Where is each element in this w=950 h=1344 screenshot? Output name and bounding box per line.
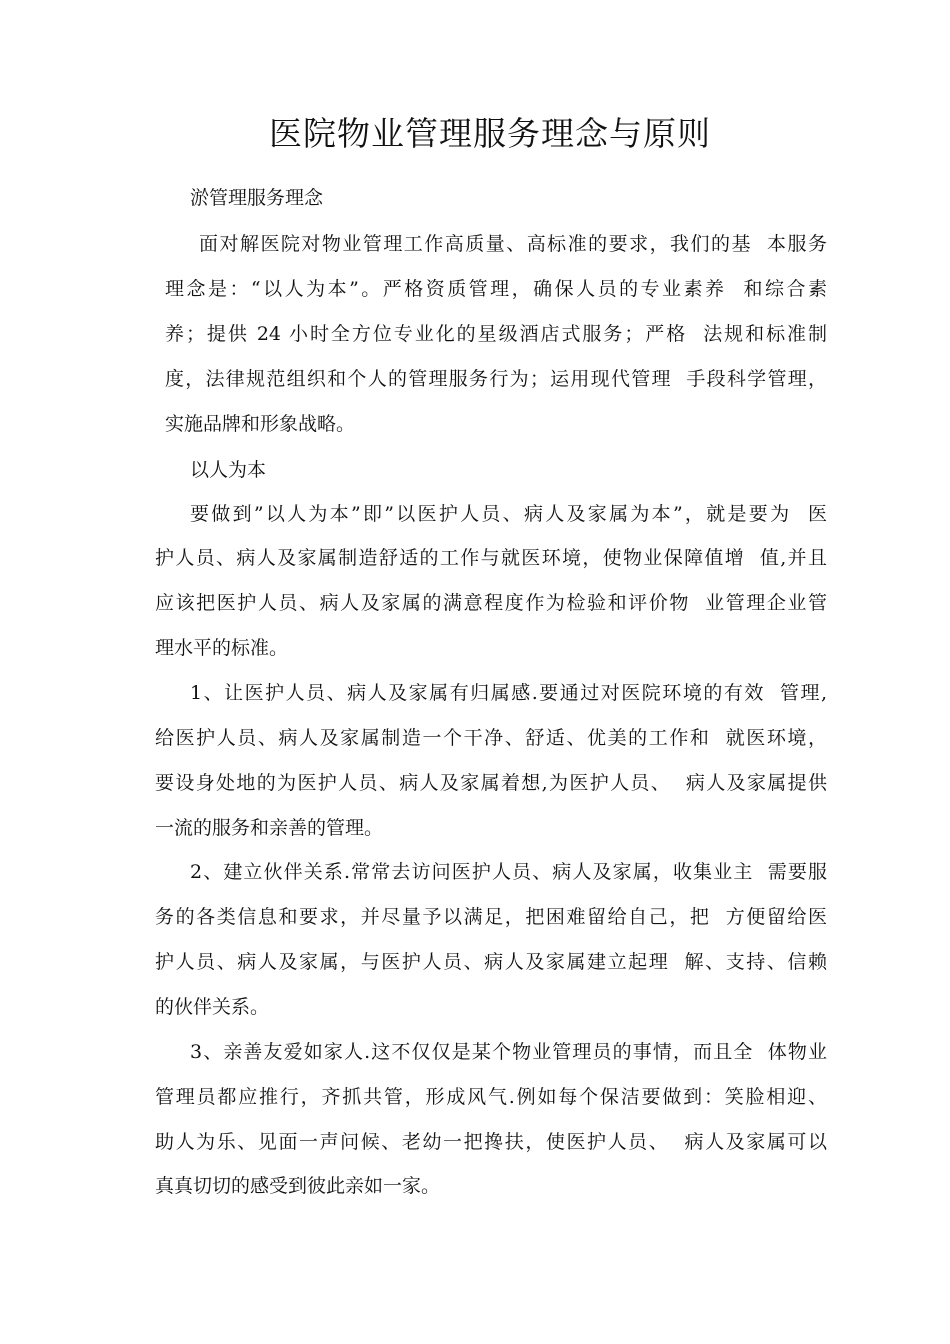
list-item-line: 要设身处地的为医护人员、病人及家属着想,为医护人员、 病人及家属提供	[155, 772, 827, 794]
list-item-line: 一流的服务和亲善的管理。	[155, 817, 384, 839]
list-item-line: 务的各类信息和要求，并尽量予以满足，把困难留给自己，把 方便留给医	[155, 906, 827, 928]
paragraph-line: 理水平的标准。	[155, 637, 289, 659]
paragraph-line: 面对解医院对物业管理工作高质量、高标准的要求，我们的基 本服务	[199, 233, 827, 255]
paragraph-line: 理念是：“以人为本”。严格资质管理，确保人员的专业素养 和综合素	[165, 278, 827, 300]
paragraph-line: 要做到”以人为本”即”以医护人员、病人及家属为本”，就是要为 医	[190, 503, 827, 525]
list-item-line: 给医护人员、病人及家属制造一个干净、舒适、优美的工作和 就医环境，	[155, 727, 827, 749]
paragraph-line: 度，法律规范组织和个人的管理服务行为；运用现代管理 手段科学管理，	[165, 368, 827, 390]
paragraph-line: 护人员、病人及家属制造舒适的工作与就医环境，使物业保障值增 值,并且	[155, 547, 827, 569]
section-heading-people-oriented: 以人为本	[190, 459, 267, 481]
list-item-line: 真真切切的感受到彼此亲如一家。	[155, 1175, 441, 1197]
list-item-line: 护人员、病人及家属，与医护人员、病人及家属建立起理 解、支持、信赖	[155, 951, 827, 973]
section-heading-management-philosophy: 淤管理服务理念	[190, 187, 324, 209]
list-item-line: 3、亲善友爱如家人.这不仅仅是某个物业管理员的事情，而且全 体物业	[190, 1041, 827, 1063]
list-item-line: 的伙伴关系。	[155, 996, 270, 1018]
document-title: 医院物业管理服务理念与原则	[269, 114, 711, 153]
list-item-line: 1、让医护人员、病人及家属有归属感.要通过对医院环境的有效 管理,	[190, 682, 827, 704]
list-item-line: 管理员都应推行，齐抓共管，形成风气.例如每个保洁要做到：笑脸相迎、	[155, 1086, 827, 1108]
list-item-line: 助人为乐、见面一声问候、老幼一把搀扶，使医护人员、 病人及家属可以	[155, 1131, 827, 1153]
paragraph-line: 实施品牌和形象战略。	[165, 413, 356, 435]
paragraph-line: 应该把医护人员、病人及家属的满意程度作为检验和评价物 业管理企业管	[155, 592, 827, 614]
paragraph-line: 养；提供 24 小时全方位专业化的星级酒店式服务；严格 法规和标准制	[165, 323, 827, 345]
list-item-line: 2、建立伙伴关系.常常去访问医护人员、病人及家属，收集业主 需要服	[190, 861, 827, 883]
